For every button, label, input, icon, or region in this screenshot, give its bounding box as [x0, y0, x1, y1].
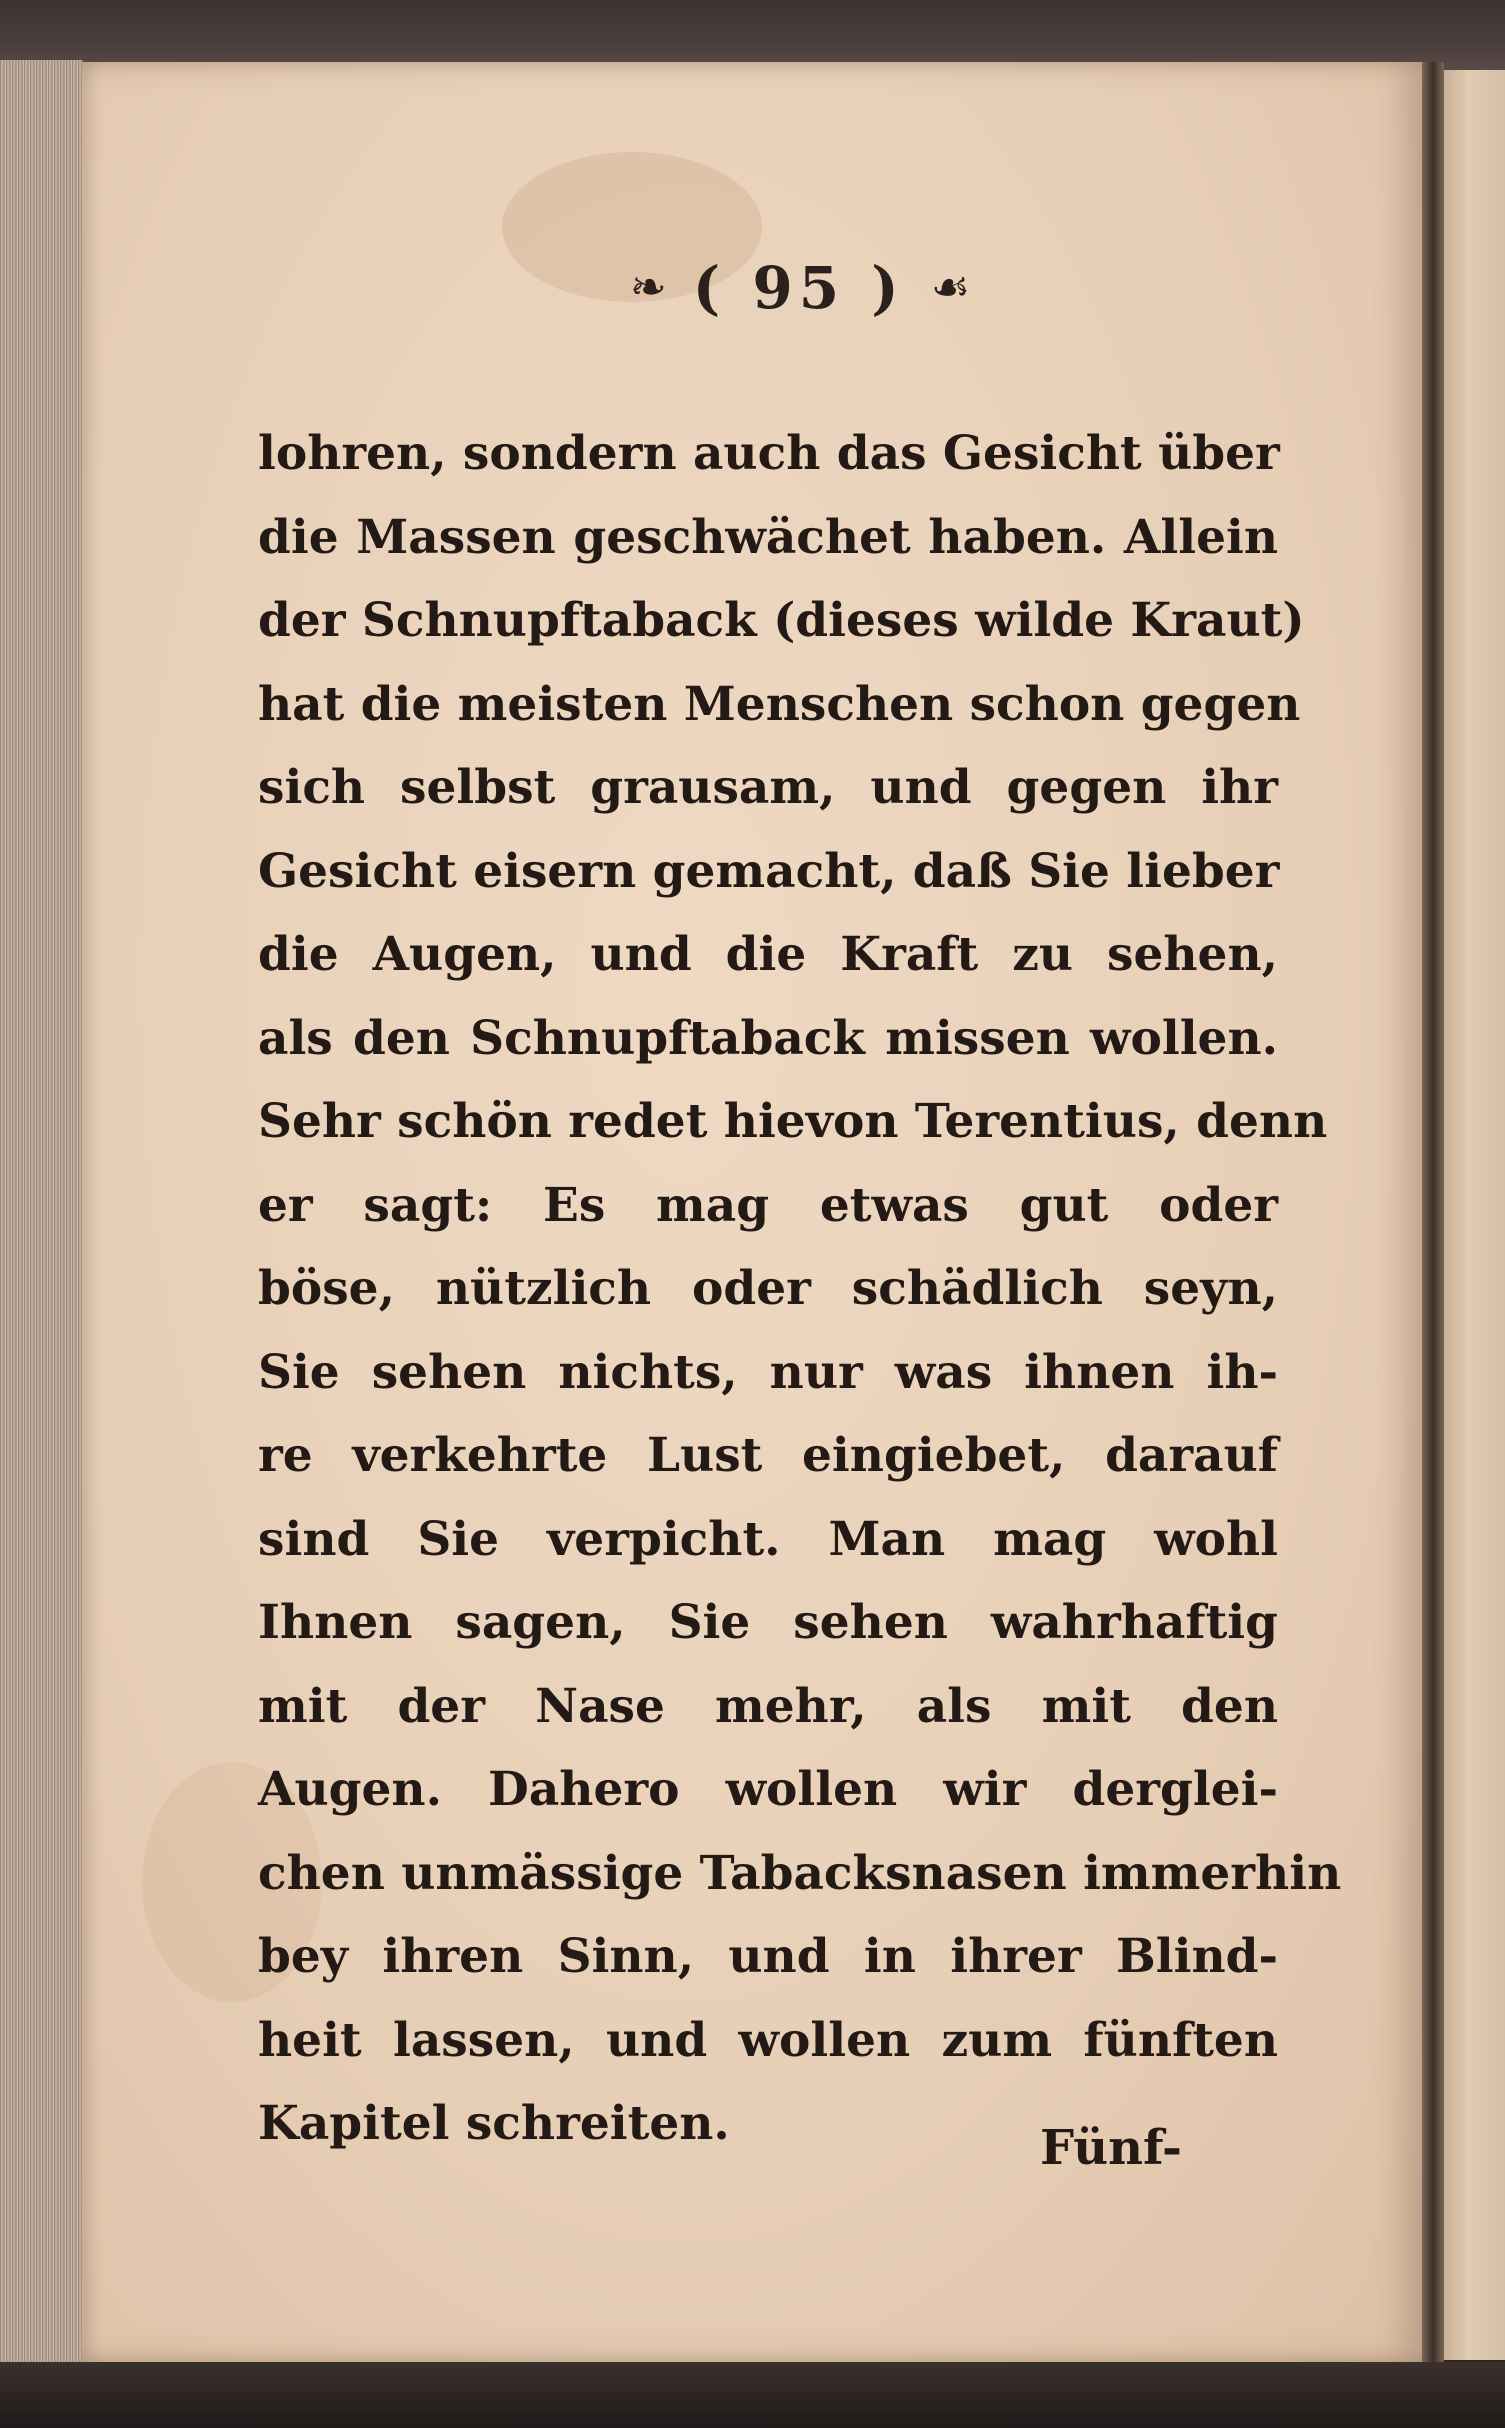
text-line: sich selbst grausam, und gegen ihr — [258, 760, 1278, 815]
text-line: re verkehrte Lust eingiebet, darauf — [258, 1428, 1278, 1483]
text-line: die Augen, und die Kraft zu sehen, — [258, 927, 1278, 982]
page-header — [530, 248, 1070, 328]
right-ornament-icon: ☙ — [930, 262, 971, 313]
text-line: Augen. Dahero wollen wir derglei- — [258, 1762, 1278, 1817]
text-line: er sagt: Es mag etwas gut oder — [258, 1177, 1278, 1233]
text-line: böse, nützlich oder schädlich seyn, — [258, 1261, 1278, 1316]
text-line: die Massen geschwächet haben. Allein — [258, 509, 1278, 565]
body-text — [258, 412, 1342, 2166]
text-line: als den Schnupftaback missen wollen. — [258, 1010, 1278, 1066]
text-line: der Schnupftaback (dieses wilde Kraut) — [258, 593, 1305, 648]
text-line: Kapitel schreiten. — [258, 2096, 730, 2151]
page-edges — [0, 60, 84, 2380]
catchword: Fünf- — [1040, 2120, 1182, 2176]
text-line: lohren, sondern auch das Gesicht über — [258, 426, 1280, 481]
book-bottom-edge — [0, 2362, 1505, 2428]
text-line: Sie sehen nichts, nur was ihnen ih- — [258, 1344, 1278, 1400]
text-line: Ihnen sagen, Sie sehen wahrhaftig — [258, 1595, 1278, 1650]
text-line: chen unmässige Tabacksnasen immerhin — [258, 1845, 1342, 1901]
text-line: hat die meisten Menschen schon gegen — [258, 676, 1301, 732]
left-ornament-icon: ❧ — [629, 262, 667, 313]
facing-page-edge — [1444, 70, 1505, 2360]
text-line: sind Sie verpicht. Man mag wohl — [258, 1511, 1278, 1567]
text-line: heit lassen, und wollen zum fünften — [258, 2012, 1278, 2068]
text-line: mit der Nase mehr, als mit den — [258, 1678, 1278, 1734]
text-line: Gesicht eisern gemacht, daß Sie lieber — [258, 843, 1280, 899]
gutter — [1422, 62, 1444, 2362]
text-line: Sehr schön redet hievon Terentius, denn — [258, 1094, 1328, 1149]
book-cover-edge — [0, 0, 1505, 70]
text-line: bey ihren Sinn, und in ihrer Blind- — [258, 1929, 1278, 1984]
page-number: ( 95 ) — [692, 254, 905, 322]
